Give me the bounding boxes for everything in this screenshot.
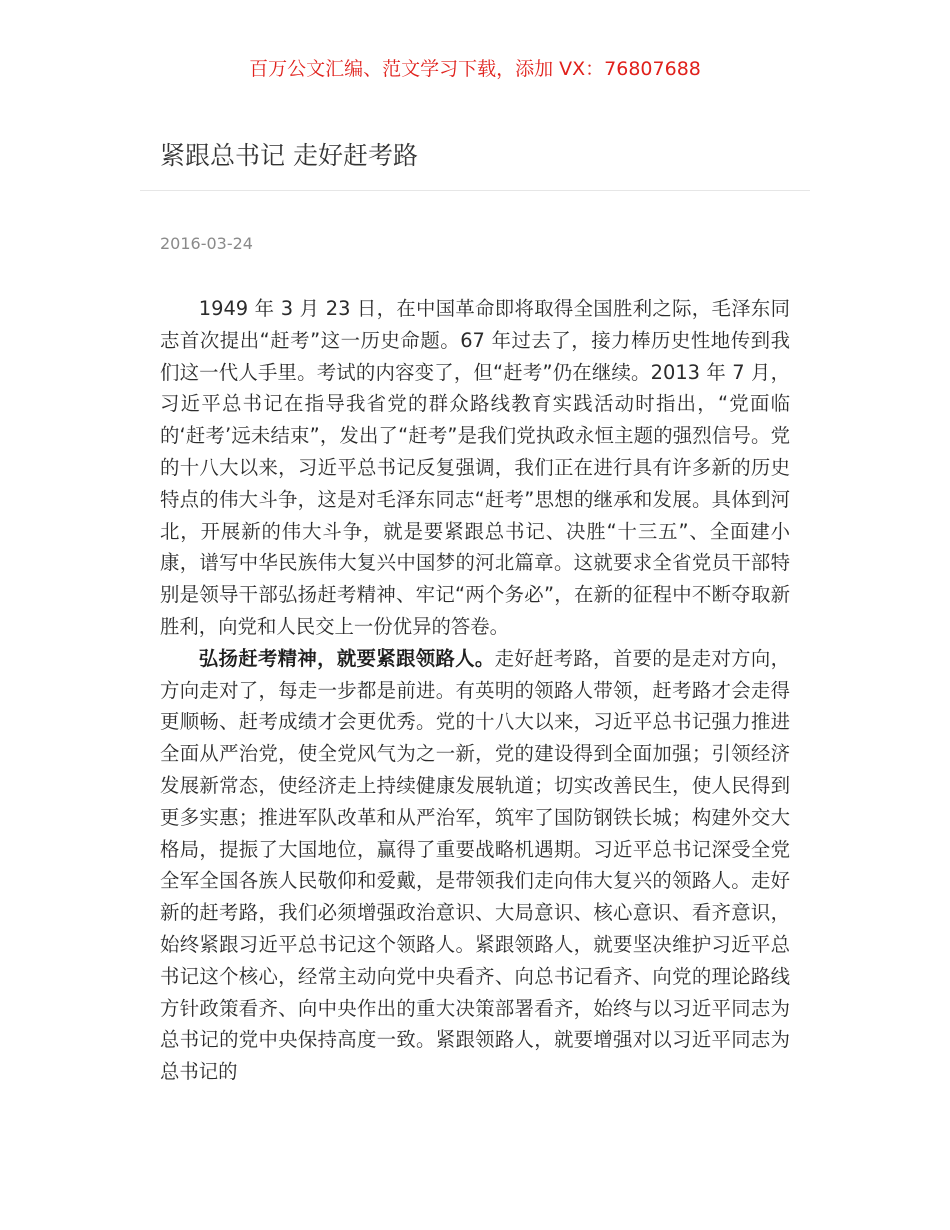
paragraph-text: 走好赶考路，首要的是走对方向，方向走对了，每走一步都是前进。有英明的领路人带领，赶考路才会走得更顺畅、赶考成绩才会更优秀。党的十八大以来，习近平总书记强力推进全面从严治党，使全党风气为之一新，党的建设得到全面加强；引领经济发展新常态，使经济走上持续健康发展轨道；切实改善民生，使人民得到更多实惠；推进军队改革和从严治军，筑牢了国防钢铁长城；构建外交大格局，提振了大国地位，赢得了重要战略机遇期。习近平总书记深受全党全军全国各族人民敬仰和爱戴，是带领我们走向伟大复兴的领路人。走好新的赶考路，我们必须增强政治意识、大局意识、核心意识、看齐意识，始终紧跟习近平总书记这个领路人。紧跟领路人，就要坚决维护习近平总书记这个核心，经常主动向党中央看齐、向总书记看齐、向党的理论路线方针政策看齐、向中央作出的重大决策部署看齐，始终与以习近平同志为总书记的党中央保持高度一致。紧跟领路人，就要增强对以习近平同志为总书记的 bbox=[160, 646, 790, 1084]
paragraph-intro bbox=[160, 293, 790, 643]
title-divider bbox=[140, 190, 810, 191]
article-title: 紧跟总书记 走好赶考路 bbox=[160, 141, 418, 170]
article bbox=[140, 130, 810, 1088]
paragraph-text: 1949 年 3 月 23 日，在中国革命即将取得全国胜利之际，毛泽东同志首次提出“赶考”这一历史命题。67 年过去了，接力棒历史性地传到我们这一代人手里。考试的内容变了，但“赶考”仍在继续。2013 年 7 月，习近平总书记在指导我省党的群众路线教育实践活动时指出，“党面临的‘赶考’远未结束”，发出了“赶考”是我们党执政永恒主题的强烈信号。党的十八大以来，习近平总书记反复强调，我们正在进行具有许多新的历史特点的伟大斗争，这是对毛泽东同志“赶考”思想的继承和发展。具体到河北，开展新的伟大斗争，就是要紧跟总书记、决胜“十三五”、全面建小康，谱写中华民族伟大复兴中国梦的河北篇章。这就要求全省党员干部特别是领导干部弘扬赶考精神、牢记“两个务必”，在新的征程中不断夺取新胜利，向党和人民交上一份优异的答卷。 bbox=[160, 297, 790, 638]
paragraph-lead: 弘扬赶考精神，就要紧跟领路人。 bbox=[198, 646, 495, 670]
watermark-banner: 百万公文汇编、范文学习下载，添加 VX：76807688 bbox=[249, 58, 701, 80]
article-body bbox=[140, 293, 810, 1088]
publish-date: 2016-03-24 bbox=[160, 234, 253, 253]
paragraph-follow-leader bbox=[160, 643, 790, 1088]
